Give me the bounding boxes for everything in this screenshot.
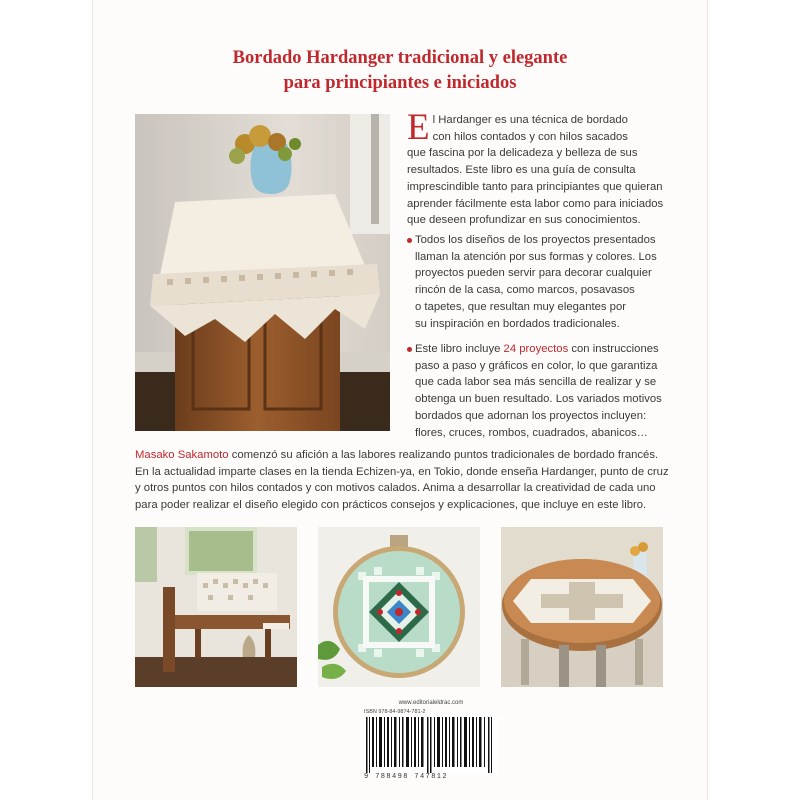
bullet-projects-count <box>415 341 700 441</box>
isbn-text: ISBN 978-84-9874-781-2 <box>364 709 426 715</box>
book-back-cover <box>93 0 707 800</box>
photo-embroidery-hoop <box>318 527 480 687</box>
bullet2-line-1: Este libro incluye 24 proyectos con instrucciones <box>415 343 659 355</box>
author-line: y otros puntos con hilos contados y con motivos calados. Anima a desarrollar la creatividad de cada uno <box>135 482 656 495</box>
bullet-dot-icon <box>407 238 412 243</box>
author-line-1: Masako Sakamoto comenzó su afición a las labores realizando puntos tradicionales de bordado francés. <box>135 449 659 461</box>
bullet1-line: proyectos pueden servir para decorar cualquier <box>415 267 652 280</box>
intro-line: aprender fácilmente esta labor como para iniciados <box>407 197 664 210</box>
bullet2-line: obtenga un buen resultado. Los variados motivos <box>415 393 662 406</box>
intro-dropcap: E <box>407 107 430 148</box>
author-name: Masako Sakamoto <box>135 449 229 461</box>
bullet2-line: bordados que adornan los proyectos incluyen: <box>415 409 647 422</box>
bullet1-line: su inspiración en bordados tradicionales. <box>415 317 620 330</box>
photo-round-table <box>501 527 663 687</box>
intro-line: imprescindible tanto para principiantes que quieran <box>407 180 663 193</box>
author-line: para poder realizar el diseño elegido con prácticos consejos y explicaciones, que incluye en este libro. <box>135 499 647 512</box>
intro-line: l Hardanger es una técnica de bordado <box>432 114 628 126</box>
photo-table-cloth <box>135 114 390 431</box>
cover-title <box>93 46 707 96</box>
bullet-dot-icon <box>407 347 412 352</box>
bullet1-line: rincón de la casa, como marcos, posavasos <box>415 284 635 297</box>
bullet1-line: Todos los diseños de los proyectos presentados <box>415 234 656 246</box>
bench-image <box>135 527 297 687</box>
publisher-url: www.editorialeldrac.com <box>398 700 464 706</box>
intro-paragraph <box>407 107 697 229</box>
barcode-number: 9 788498 747812 <box>364 773 449 781</box>
barcode-icon <box>364 717 498 773</box>
barcode-bars <box>364 717 498 773</box>
bullet2-line: paso a paso y gráficos en color, lo que garantiza <box>415 359 658 372</box>
bullet1-line: o tapetes, que resultan muy elegantes por <box>415 300 627 313</box>
table-cloth-image <box>135 114 390 431</box>
title-line-2: para principiantes e iniciados <box>283 73 517 93</box>
intro-line: resultados. Este libro es una guía de consulta <box>407 164 636 177</box>
hoop-image <box>318 527 480 687</box>
projects-count-highlight: 24 proyectos <box>503 343 569 355</box>
bullet2-line: que cada labor sea más sencilla de realizar y se <box>415 376 657 389</box>
bullet2-line: flores, cruces, rombos, cuadrados, abanicos… <box>415 426 648 439</box>
author-line: En la actualidad imparte clases en la tienda Echizen-ya, en Tokio, donde enseña Hardanger, punto de cruz <box>135 465 669 478</box>
intro-line: que deseen profundizar en sus conocimientos. <box>407 214 641 227</box>
intro-line: que fascina por la delicadeza y belleza de sus <box>407 147 638 160</box>
author-paragraph <box>135 447 675 514</box>
bullet-projects-design <box>415 232 700 332</box>
intro-line: con hilos contados y con hilos sacados <box>432 130 628 143</box>
photo-bench <box>135 527 297 687</box>
barcode-block <box>358 700 504 798</box>
round-table-image <box>501 527 663 687</box>
bullet1-line: llaman la atención por sus formas y colores. Los <box>415 250 657 263</box>
title-line-1: Bordado Hardanger tradicional y elegante <box>232 48 568 68</box>
